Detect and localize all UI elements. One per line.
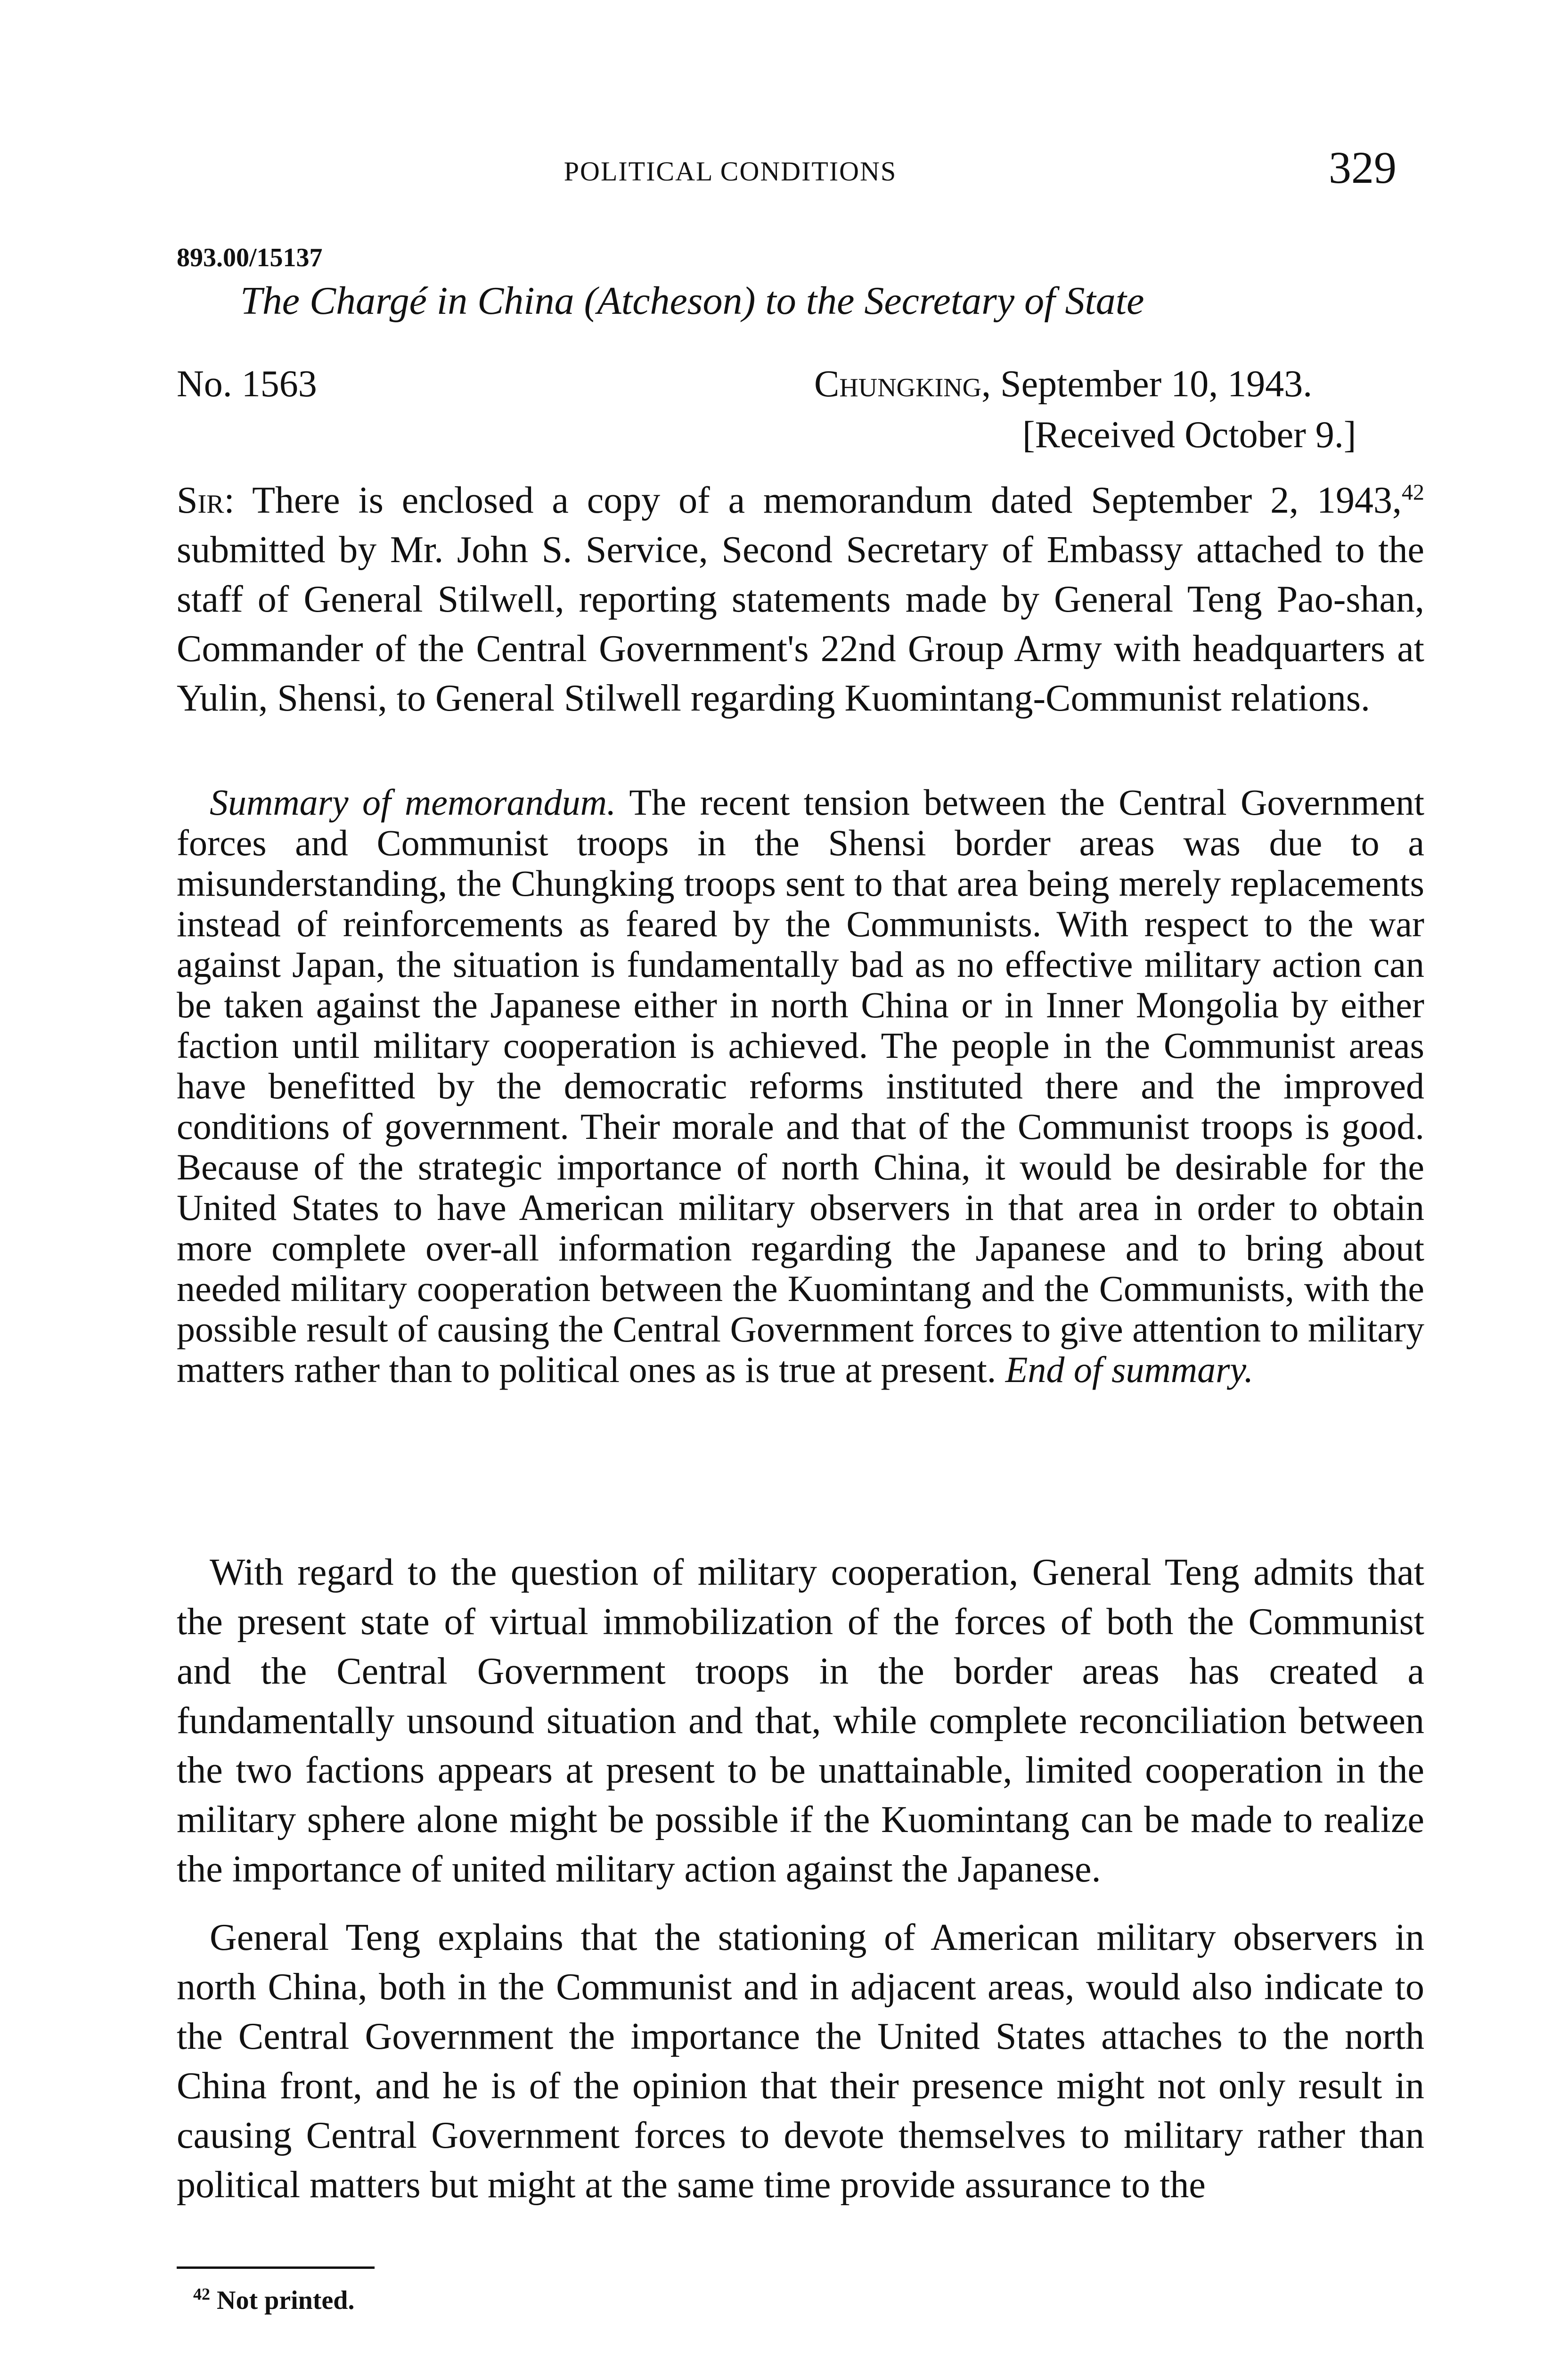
running-head: POLITICAL CONDITIONS bbox=[564, 156, 897, 187]
dateline bbox=[814, 363, 1312, 406]
summary-end: End of summary. bbox=[1005, 1349, 1254, 1390]
paragraph-1 bbox=[177, 476, 1424, 723]
summary-text: The recent tension between the Central Government forces and Communist troops in the Shensi border areas was due to a misunderstanding, the Chungking troops sent to that area being merely replacements instead of reinforcements as feared by the Communists. With respect to the war against Japan, the situation is fundamentally bad as no effective military action can be taken against the Japanese either in north China or in Inner Mongolia by either faction until military cooperation is achieved. The people in the Communist areas have benefitted by the democratic reforms instituted there and the improved conditions of government. Their morale and that of the Communist troops is good. Because of the strategic importance of north China, it would be desirable for the United States to have American military observers in that area in order to obtain more complete over-all information regarding the Japanese and to bring about needed military cooperation between the Kuomintang and the Communists, with the possible result of causing the Central Government forces to give attention to military matters rather than to political ones as is true at present. bbox=[177, 782, 1424, 1390]
page-number: 329 bbox=[1329, 142, 1396, 193]
footnote bbox=[193, 2285, 354, 2315]
paragraph-3: General Teng explains that the stationing of American military observers in north China, both in the Communist and in adjacent areas, would also indicate to the Central Government the importance the United States attaches to the north China front, and he is of the opinion that their presence might not only result in causing Central Government forces to devote themselves to military rather than political matters but might at the same time provide assurance to the bbox=[177, 1917, 1424, 2206]
footnote-reference: 42 bbox=[1402, 480, 1424, 505]
summary-label: Summary of memorandum. bbox=[210, 782, 616, 823]
salutation: Sir bbox=[177, 480, 224, 521]
footnote-text: Not printed. bbox=[217, 2286, 355, 2315]
footnote-mark: 42 bbox=[193, 2284, 210, 2304]
paragraph-1-start: : There is enclosed a copy of a memorandum dated September 2, 1943, bbox=[224, 480, 1402, 521]
footnote-rule bbox=[177, 2266, 375, 2269]
file-number: 893.00/15137 bbox=[177, 243, 323, 272]
summary-paragraph bbox=[177, 782, 1424, 1390]
paragraph-1-end: submitted by Mr. John S. Service, Second Secretary of Embassy attached to the staff of General Stilwell, reporting statements made by General Teng Pao-shan, Commander of the Central Government's 22nd Group Army with headquarters at Yulin, Shensi, to General Stilwell regarding Kuomintang-Communist relations. bbox=[177, 529, 1424, 719]
received-date: [Received October 9.] bbox=[1022, 414, 1356, 456]
dateline-place: Chungking bbox=[814, 363, 982, 405]
dateline-date: , September 10, 1943. bbox=[981, 363, 1313, 405]
document-number: No. 1563 bbox=[177, 363, 317, 405]
paragraph-2: With regard to the question of military cooperation, General Teng admits that the present state of virtual immobilization of the forces of both the Communist and the Central Government troops in the border areas has created a fundamentally unsound situation and that, while complete reconciliation between the two factions appears at present to be unattainable, limited cooperation in the military sphere alone might be possible if the Kuomintang can be made to realize the importance of united military action against the Japanese. bbox=[177, 1552, 1424, 1890]
document-title: The Chargé in China (Atcheson) to the Secretary of State bbox=[240, 279, 1144, 323]
